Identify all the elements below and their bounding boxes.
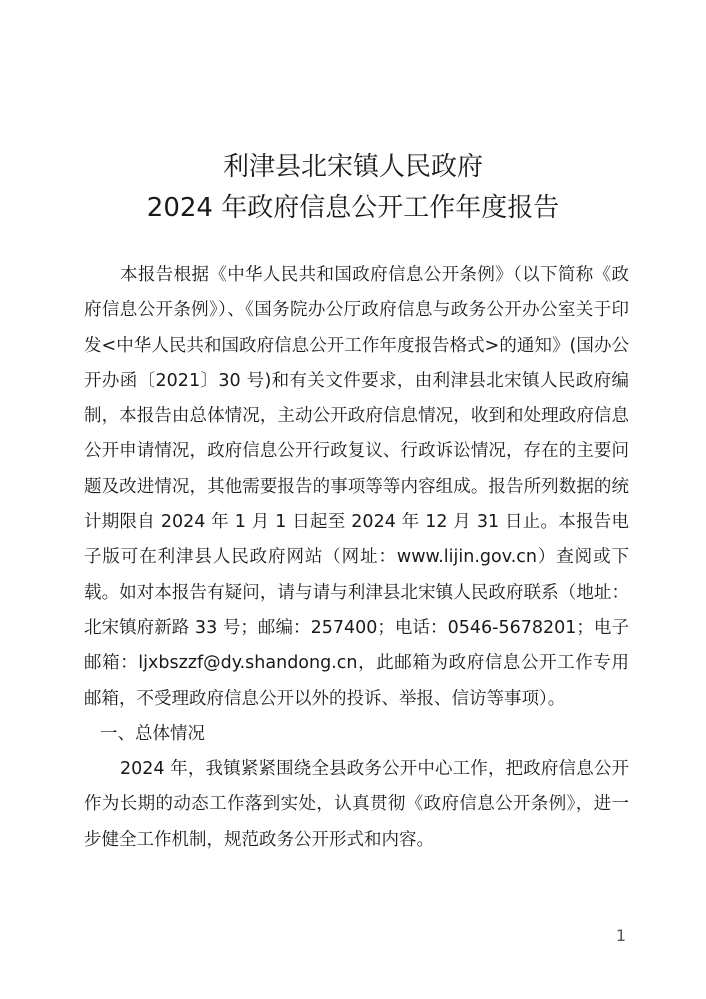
- section-heading-overview: 一、总体情况: [100, 723, 205, 744]
- overview-paragraph: 2024 年，我镇紧紧围绕全县政务公开中心工作，把政府信息公开作为长期的动态工作落到实处，认真贯彻《政府信息公开条例》，进一步健全工作机制，规范政务公开形式和内容。: [84, 759, 629, 850]
- document-title-line2: 2024 年政府信息公开工作年度报告: [146, 193, 560, 223]
- page-number: 1: [615, 926, 627, 945]
- intro-paragraph: 本报告根据《中华人民共和国政府信息公开条例》（以下简称《政府信息公开条例》）、《国务院办公厅政府信息与政务公开办公室关于印发<中华人民共和国政府信息公开工作年度报告格式>的通知》(国办公开办函〔2021〕30 号)和有关文件要求，由利津县北宋镇人民政府编制，本报告由总体情况，主动公开政府信息情况，收到和处理政府信息公开申请情况，政府信息公开行政复议、行政诉讼情况，存在的主要问题及改进情况，其他需要报告的事项等等内容组成。报告所列数据的统计期限自 2024 年 1 月 1 日起至 2024 年 12 月 31 日止。本报告电子版可在利津县人民政府网站（网址：www.lijin.gov.cn）查阅或下载。如对本报告有疑问，请与请与利津县北宋镇人民政府联系（地址：北宋镇府新路 33 号；邮编：257400；电话：0546-5678201；电子邮箱：ljxbszzf@dy.shandong.cn，此邮箱为政府信息公开工作专用邮箱，不受理政府信息公开以外的投诉、举报、信访等事项）。: [84, 265, 629, 709]
- document-body: [84, 258, 629, 858]
- document-title-line1: 利津县北宋镇人民政府: [222, 152, 483, 182]
